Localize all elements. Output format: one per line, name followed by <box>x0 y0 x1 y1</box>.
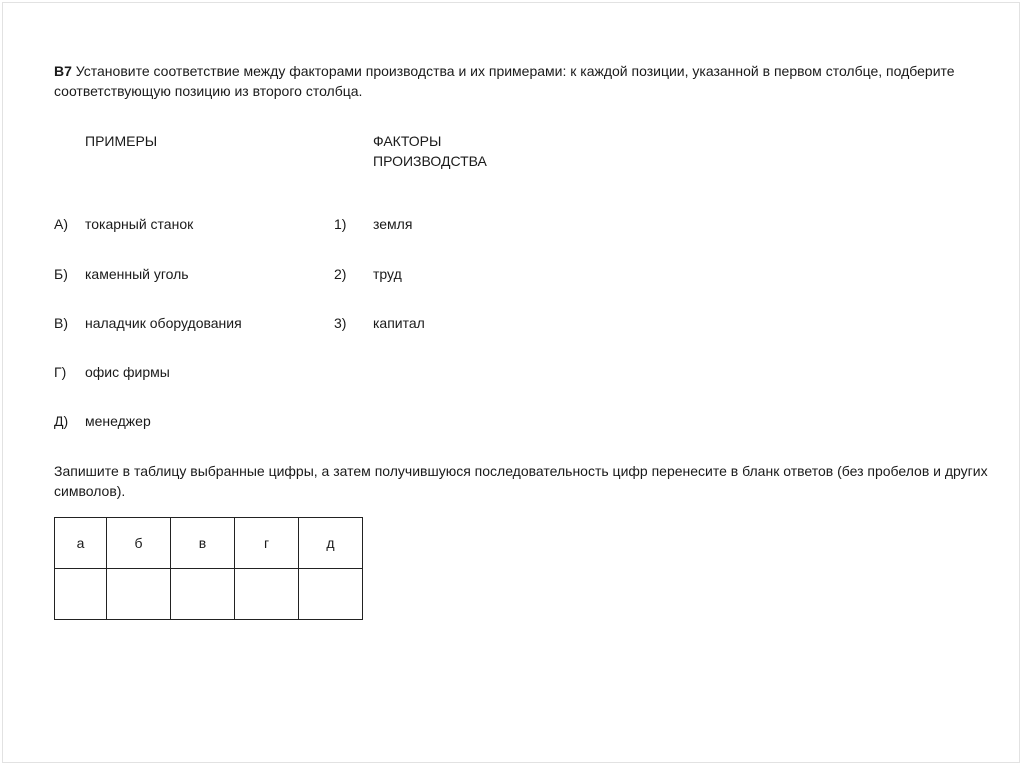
task-statement <box>54 61 994 101</box>
factor-text-3: капитал <box>373 315 425 331</box>
example-letter-b: Б) <box>54 266 68 282</box>
task-text: Установите соответствие между факторами производства и их примерами: к каждой позиции, указанной в первом столбце, подберите соответствующую позицию из второго столбца. <box>54 63 955 99</box>
factors-column-header: ФАКТОРЫ ПРОИЗВОДСТВА <box>373 133 487 169</box>
example-letter-d: Д) <box>54 413 69 429</box>
answer-header-cell: д <box>299 518 363 569</box>
answer-header-cell: а <box>55 518 107 569</box>
instruction-text: Запишите в таблицу выбранные цифры, а затем получившуюся последовательность цифр перенесите в бланк ответов (без пробелов и других символов). <box>54 463 988 499</box>
example-text-d: менеджер <box>85 413 151 429</box>
example-letter-a: А) <box>54 216 68 232</box>
answer-cell-b[interactable] <box>107 569 171 620</box>
factor-num-1: 1) <box>334 216 347 232</box>
answer-header-cell: г <box>235 518 299 569</box>
answer-table-header-row <box>55 518 363 569</box>
factor-text-2: труд <box>373 266 402 282</box>
example-text-v: наладчик оборудования <box>85 315 242 331</box>
examples-column-header: ПРИМЕРЫ <box>85 133 158 149</box>
answer-table-input-row <box>55 569 363 620</box>
answer-cell-a[interactable] <box>55 569 107 620</box>
example-letter-g: Г) <box>54 364 67 380</box>
factor-num-3: 3) <box>334 315 347 331</box>
answer-table <box>54 517 363 620</box>
example-text-g: офис фирмы <box>85 364 170 380</box>
answer-cell-v[interactable] <box>171 569 235 620</box>
example-text-a: токарный станок <box>85 216 194 232</box>
page-frame <box>2 2 1020 763</box>
factor-text-1: земля <box>373 216 413 232</box>
task-number: B7 <box>54 63 72 79</box>
answer-header-cell: в <box>171 518 235 569</box>
example-text-b: каменный уголь <box>85 266 189 282</box>
example-letter-v: В) <box>54 315 68 331</box>
answer-cell-d[interactable] <box>299 569 363 620</box>
answer-header-cell: б <box>107 518 171 569</box>
factor-num-2: 2) <box>334 266 347 282</box>
answer-cell-g[interactable] <box>235 569 299 620</box>
